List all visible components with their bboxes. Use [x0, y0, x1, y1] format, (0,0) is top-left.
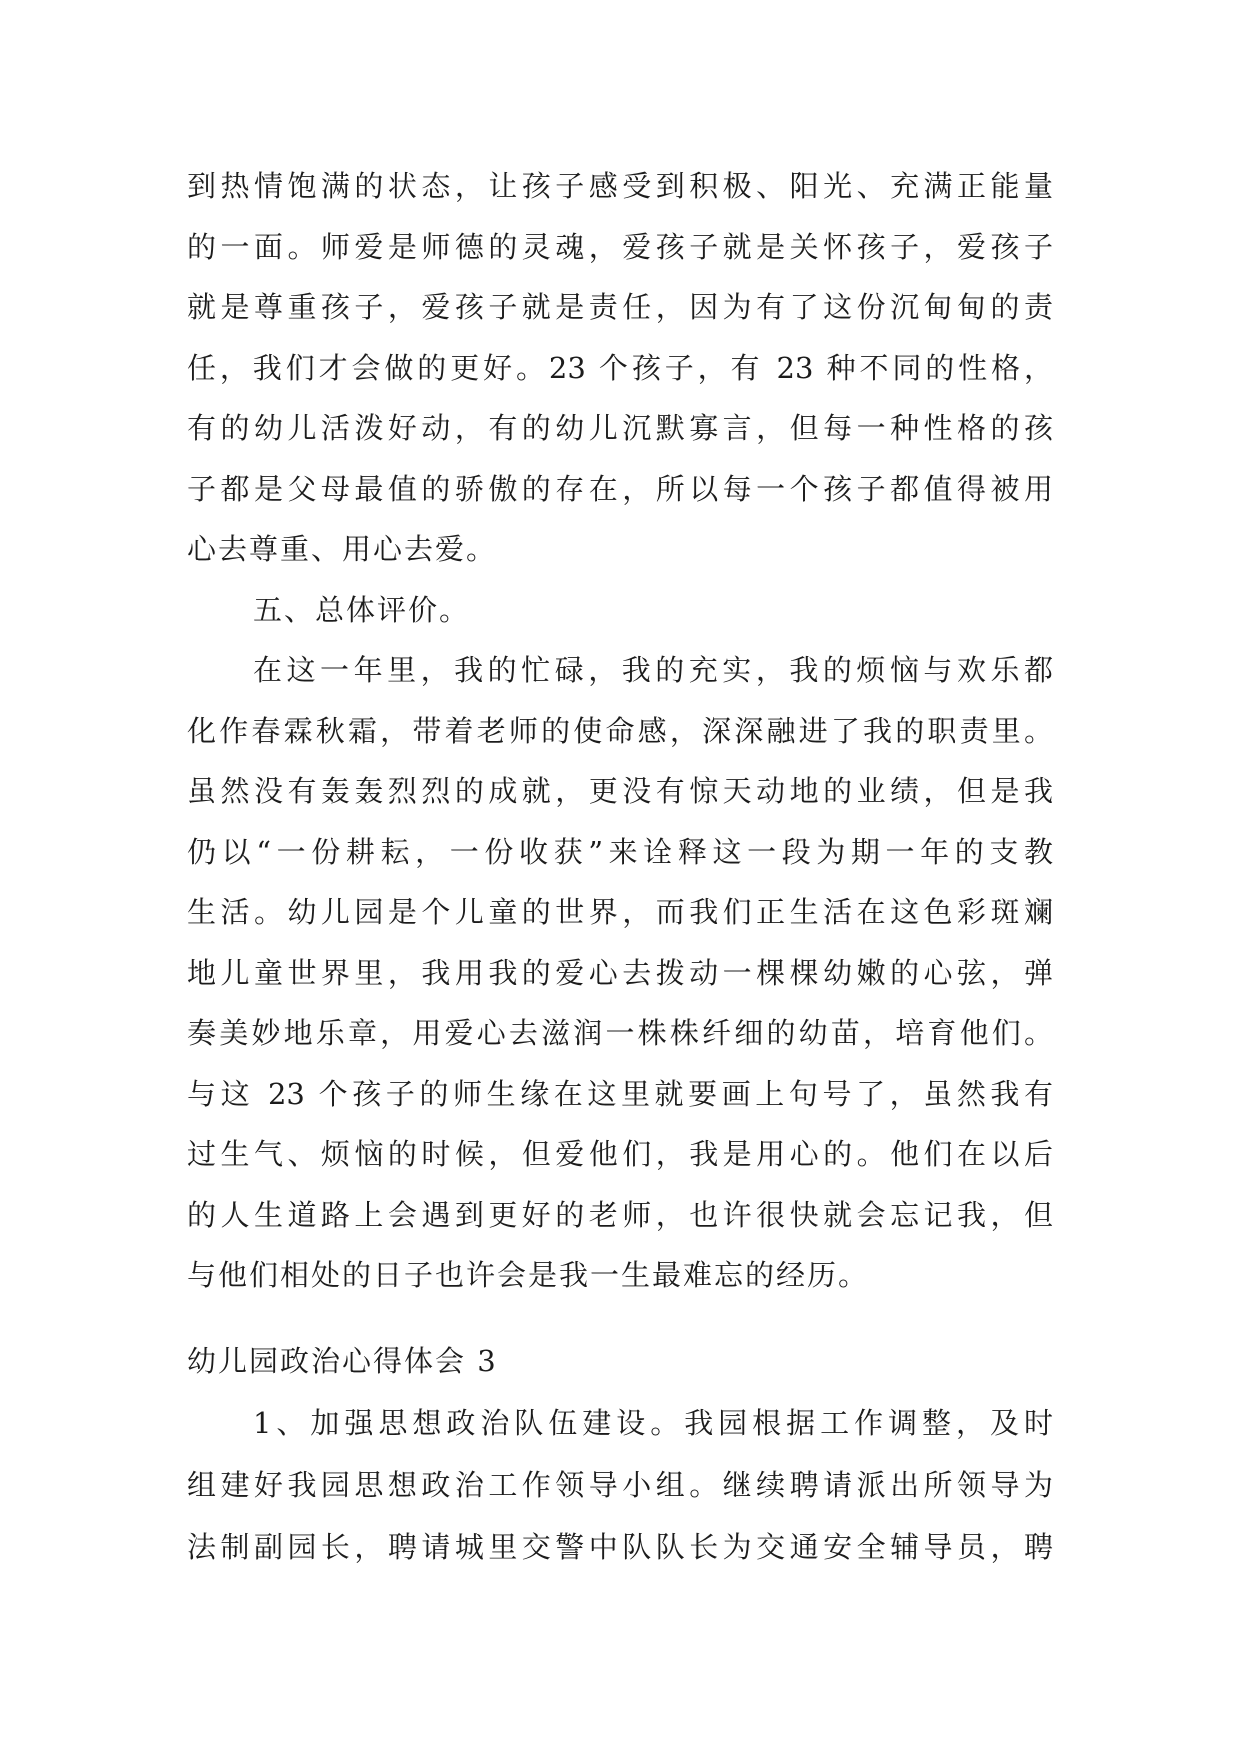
subsection-title-paragraph — [187, 580, 1053, 641]
text-line: 虽然没有轰轰烈烈的成就，更没有惊天动地的业绩，但是我 — [187, 774, 1053, 808]
text-line: 任，我们才会做的更好。23 个孩子，有 23 种不同的性格， — [187, 350, 1053, 385]
section-heading: 幼儿园政治心得体会 3 — [187, 1343, 498, 1378]
document-body — [187, 156, 1053, 1578]
subsection-title: 五、总体评价。 — [253, 592, 471, 627]
text-line: 就是尊重孩子，爱孩子就是责任，因为有了这份沉甸甸的责 — [187, 290, 1053, 324]
text-line: 仍以“一份耕耘，一份收获”来诠释这一段为期一年的支教 — [187, 834, 1053, 869]
section — [187, 1330, 1053, 1578]
paragraph — [187, 1392, 1053, 1578]
text-line: 子都是父母最值的骄傲的存在，所以每一个孩子都值得被用 — [187, 471, 1053, 506]
paragraph-continued — [187, 156, 1053, 580]
text-line: 在这一年里，我的忙碌，我的充实，我的烦恼与欢乐都 — [253, 653, 1053, 687]
text-line: 组建好我园思想政治工作领导小组。继续聘请派出所领导为 — [187, 1467, 1053, 1502]
text-line: 的一面。师爱是师德的灵魂，爱孩子就是关怀孩子，爱孩子 — [187, 229, 1053, 264]
text-line: 地儿童世界里，我用我的爱心去拨动一棵棵幼嫩的心弦，弹 — [187, 955, 1053, 990]
text-line: 有的幼儿活泼好动，有的幼儿沉默寡言，但每一种性格的孩 — [187, 411, 1053, 445]
text-line: 与这 23 个孩子的师生缘在这里就要画上句号了，虽然我有 — [187, 1076, 1053, 1111]
text-line: 过生气、烦恼的时候，但爱他们，我是用心的。他们在以后 — [187, 1137, 1053, 1171]
text-line: 化作春霖秋霜，带着老师的使命感，深深融进了我的职责里。 — [187, 713, 1053, 748]
text-line: 心去尊重、用心去爱。 — [187, 532, 498, 566]
text-line: 的人生道路上会遇到更好的老师，也许很快就会忘记我，但 — [187, 1197, 1053, 1232]
paragraph — [187, 640, 1053, 1306]
text-line: 到热情饱满的状态，让孩子感受到积极、阳光、充满正能量 — [187, 169, 1053, 203]
text-line: 奏美妙地乐章，用爱心去滋润一株株纤细的幼苗，培育他们。 — [187, 1016, 1053, 1050]
text-line: 与他们相处的日子也许会是我一生最难忘的经历。 — [187, 1258, 870, 1292]
text-line: 1、加强思想政治队伍建设。我园根据工作调整，及时 — [253, 1405, 1053, 1440]
text-line: 生活。幼儿园是个儿童的世界，而我们正生活在这色彩斑斓 — [187, 895, 1053, 929]
text-line: 法制副园长，聘请城里交警中队队长为交通安全辅导员，聘 — [187, 1529, 1053, 1564]
